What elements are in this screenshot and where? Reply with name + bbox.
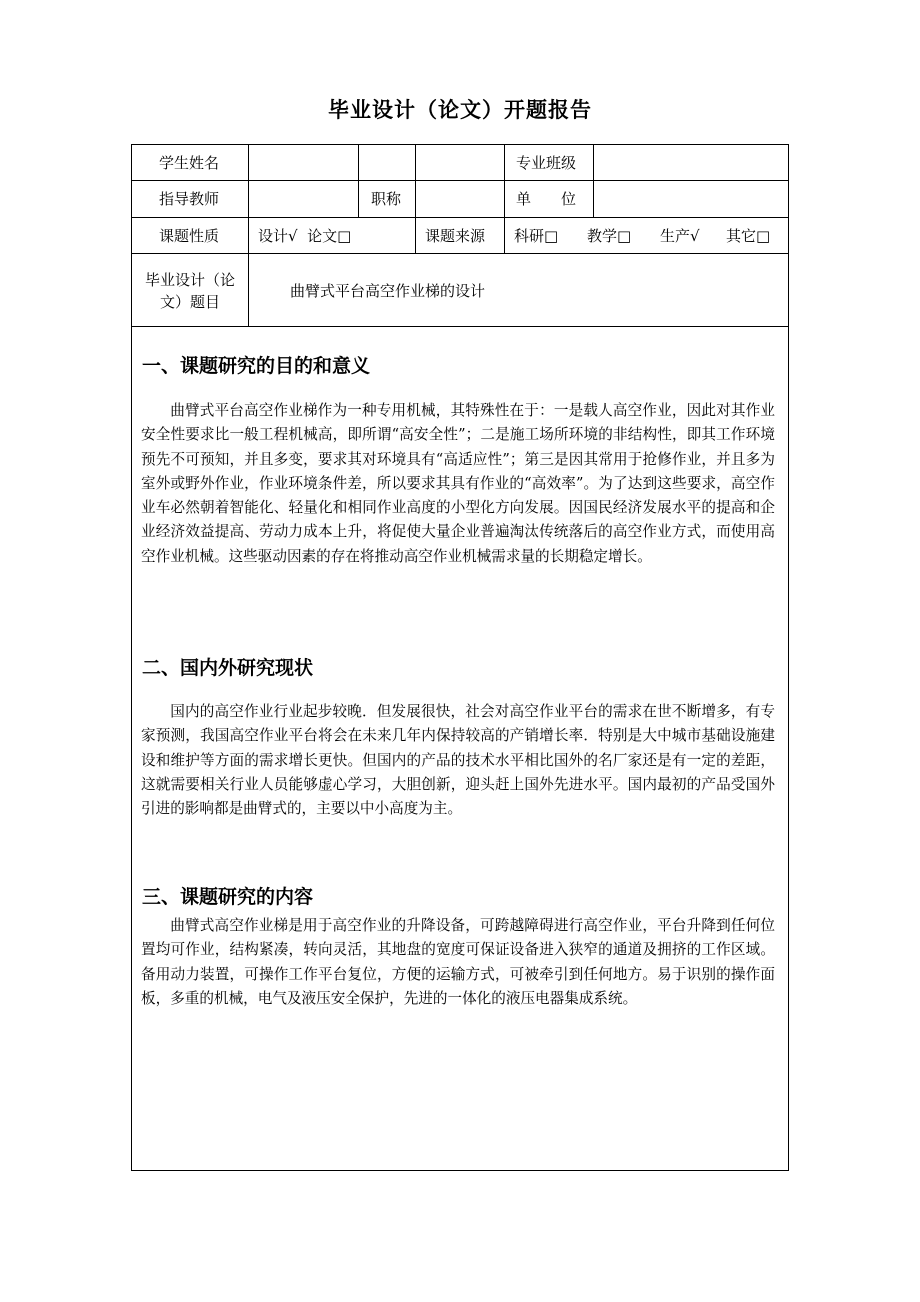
table-col-divider — [504, 144, 505, 253]
section-body-content: 曲臂式高空作业梯是用于高空作业的升降设备，可跨越障碍进行高空作业，平台升降到任何位置均可作业，结构紧凑，转向灵活，其地盘的宽度可保证设备进入狭窄的通道及拥挤的工作区域。备用动力装置，可操作工作平台复位，方便的运输方式，可被牵引到任何地方。易于识别的操作面板，多重的机械，电气及液压安全保护，先进的一体化的液压电器集成系统。 — [141, 917, 775, 1007]
topic-source-research: 科研□ — [514, 227, 559, 245]
advisor-label: 指导教师 — [159, 190, 220, 208]
table-col-divider — [593, 144, 594, 217]
table-col-divider — [358, 144, 359, 217]
unit-label: 单 位 — [516, 190, 577, 208]
job-title-label: 职称 — [371, 190, 402, 208]
section-body-status: 国内的高空作业行业起步较晚．但发展很快，社会对高空作业平台的需求在世不断增多，有专家预测，我国高空作业平台将会在未来几年内保持较高的产销增长率．特别是大中城市基础设施建设和维护等方面的需求增长更快。但国内的产品的技术水平相比国外的名厂家还是有一定的差距，这就需要相关行业人员能够虚心学习，大胆创新，迎头赶上国外先进水平。国内最初的产品受国外引进的影响都是曲臂式的，主要以中小高度为主。 — [141, 703, 775, 818]
section-heading-content: 三、课题研究的内容 — [142, 886, 314, 908]
page-title: 毕业设计（论文）开题报告 — [328, 98, 592, 122]
section-heading-status: 二、国内外研究现状 — [142, 657, 314, 679]
topic-source-label: 课题来源 — [425, 227, 486, 245]
topic-nature-value: 设计√ 论文□ — [258, 227, 352, 245]
student-name-label: 学生姓名 — [159, 154, 220, 172]
section-heading-purpose: 一、课题研究的目的和意义 — [142, 355, 371, 377]
table-col-divider — [415, 144, 416, 253]
table-row-divider — [131, 217, 789, 218]
topic-source-other: 其它□ — [726, 227, 771, 245]
major-class-label: 专业班级 — [516, 154, 577, 172]
table-row-divider — [131, 180, 789, 181]
table-row-divider — [131, 253, 789, 254]
table-col-divider — [248, 144, 249, 326]
topic-source-production: 生产√ — [660, 227, 700, 245]
table-row-divider — [131, 326, 789, 327]
section-body-purpose: 曲臂式平台高空作业梯作为一种专用机械，其特殊性在于：一是载人高空作业，因此对其作业安全性要求比一般工程机械高，即所谓“高安全性”；二是施工场所环境的非结构性，即其工作环境预先不可预知，并且多变，要求其对环境具有“高适应性”；第三是因其常用于抢修作业，并且多为室外或野外作业，作业环境条件差，所以要求其具有作业的“高效率”。为了达到这些要求，高空作业车必然朝着智能化、轻量化和相同作业高度的小型化方向发展。因国民经济发展水平的提高和企业经济效益提高、劳动力成本上升，将促使大量企业普遍淘汰传统落后的高空作业方式，而使用高空作业机械。这些驱动因素的存在将推动高空作业机械需求量的长期稳定增长。 — [141, 402, 775, 565]
thesis-title-label: 毕业设计（论文）题目 — [144, 271, 235, 311]
topic-source-teaching: 教学□ — [587, 227, 632, 245]
thesis-title-value: 曲臂式平台高空作业梯的设计 — [290, 282, 486, 300]
topic-nature-label: 课题性质 — [159, 227, 220, 245]
